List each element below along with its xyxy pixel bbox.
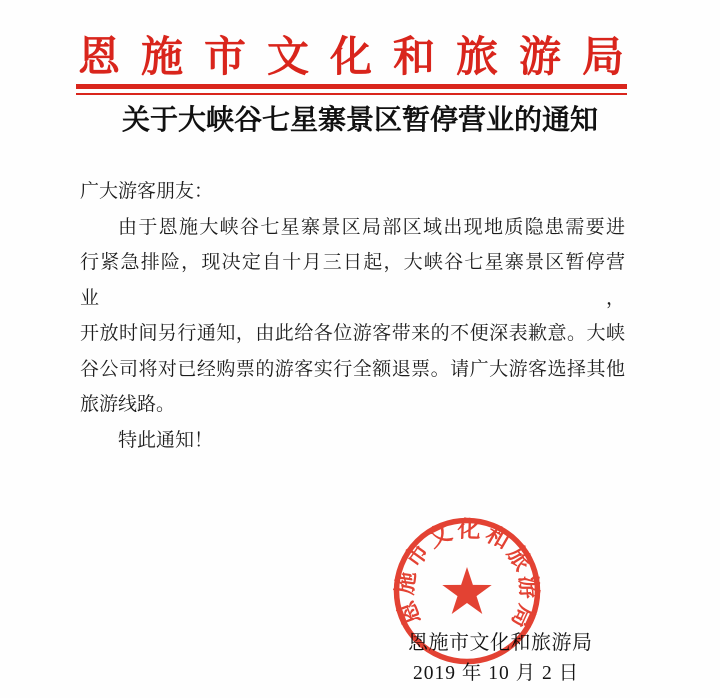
letterhead-rule-thin [76,93,627,95]
body-line: 旅游线路。 [80,394,176,415]
body-line: 开放时间另行通知，由此给各位游客带来的不便深表歉意。大峡 [80,323,625,344]
closing-line: 特此通知！ [118,429,214,451]
salutation-line: 广大游客朋友： [80,181,214,202]
letterhead-agency-name: 恩施市文化和旅游局 [78,33,646,80]
seal-ring-text: 恩施市文化和旅游局 [392,516,542,633]
notice-body [80,174,625,458]
signature-agency-name: 恩施市文化和旅游局 [408,632,593,654]
body-line: 行紧急排险，现决定自十月三日起，大峡谷七星寨景区暂停营业， [80,252,625,309]
body-line: 谷公司将对已经购票的游客实行全额退票。请广大游客选择其他 [80,358,625,380]
red-star-icon [442,567,491,614]
document-date: 2019 年 10 月 2 日 [413,663,580,684]
body-line: 由于恩施大峡谷七星寨景区局部区域出现地质隐患需要进 [118,216,625,238]
letterhead-rule-thick [76,84,627,89]
official-seal [392,516,542,666]
document-title: 关于大峡谷七星寨景区暂停营业的通知 [121,105,598,136]
